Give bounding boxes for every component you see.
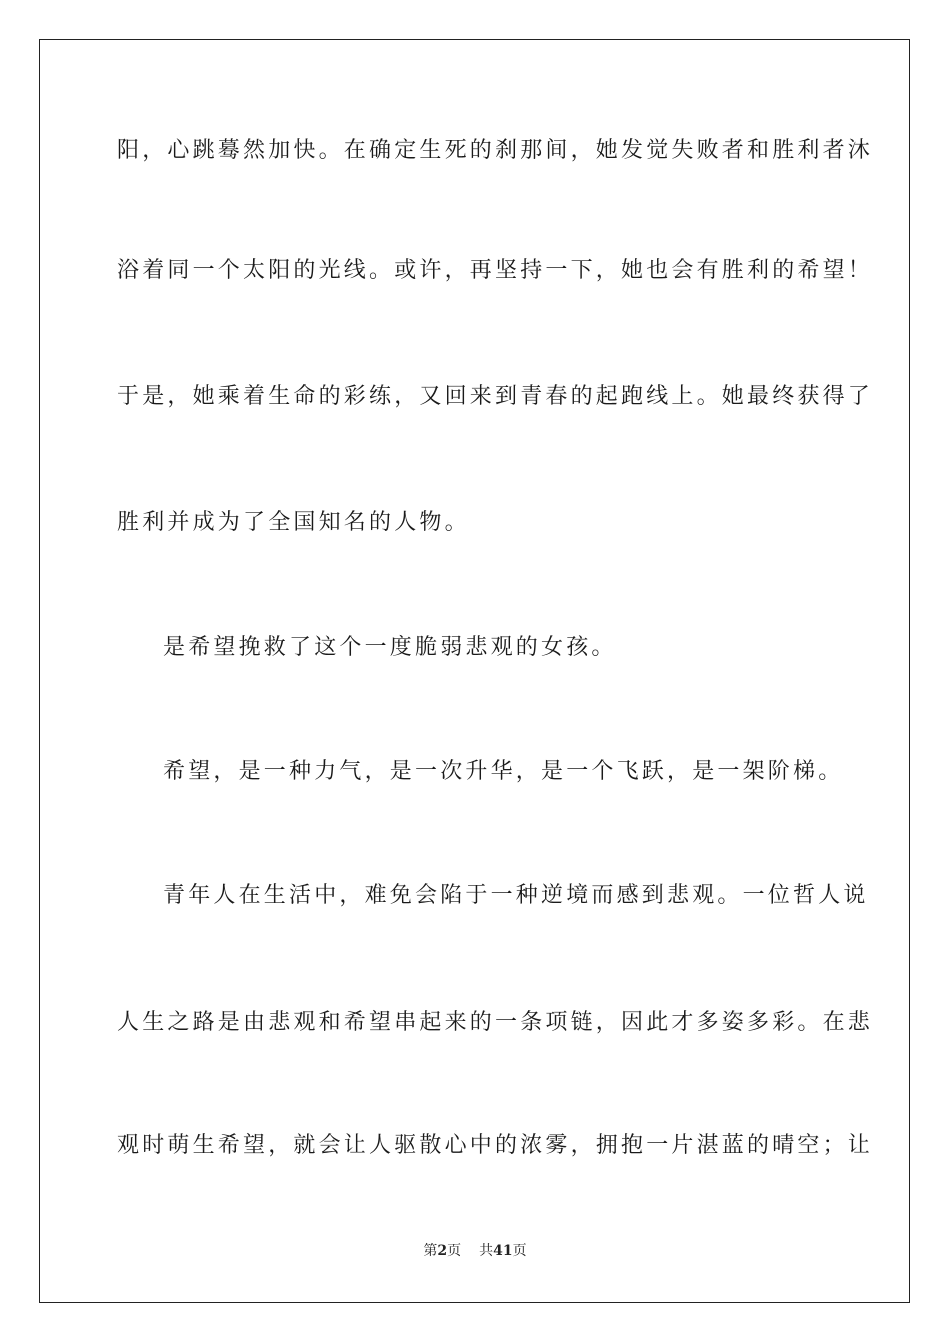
paragraph-young-people: 青年人在生活中，难免会陷于一种逆境而感到悲观。一位哲人说 (163, 883, 869, 908)
page-number: 2 (437, 1243, 448, 1259)
text-line-9: 观时萌生希望，就会让人驱散心中的浓雾，拥抱一片湛蓝的晴空；让 (117, 1133, 874, 1158)
text-line-4: 胜利并成为了全国知名的人物。 (117, 510, 470, 535)
paragraph-hope-saved: 是希望挽救了这个一度脆弱悲观的女孩。 (163, 635, 617, 660)
text-line-8: 人生之路是由悲观和希望串起来的一条项链，因此才多姿多彩。在悲 (117, 1010, 874, 1035)
page-border (39, 39, 910, 1303)
page-suffix: 页 (447, 1243, 462, 1259)
text-line-3: 于是，她乘着生命的彩练，又回来到青春的起跑线上。她最终获得了 (117, 384, 874, 409)
text-line-2: 浴着同一个太阳的光线。或许，再坚持一下，她也会有胜利的希望！ (117, 258, 874, 283)
total-pages: 41 (493, 1243, 513, 1259)
text-line-1: 阳，心跳蓦然加快。在确定生死的刹那间，她发觉失败者和胜利者沐 (117, 138, 874, 163)
paragraph-hope-definition: 希望，是一种力气，是一次升华，是一个飞跃，是一架阶梯。 (163, 759, 844, 784)
total-prefix: 共 (479, 1243, 494, 1259)
page-prefix: 第 (423, 1243, 438, 1259)
page-footer (0, 1242, 950, 1260)
total-suffix: 页 (512, 1243, 527, 1259)
